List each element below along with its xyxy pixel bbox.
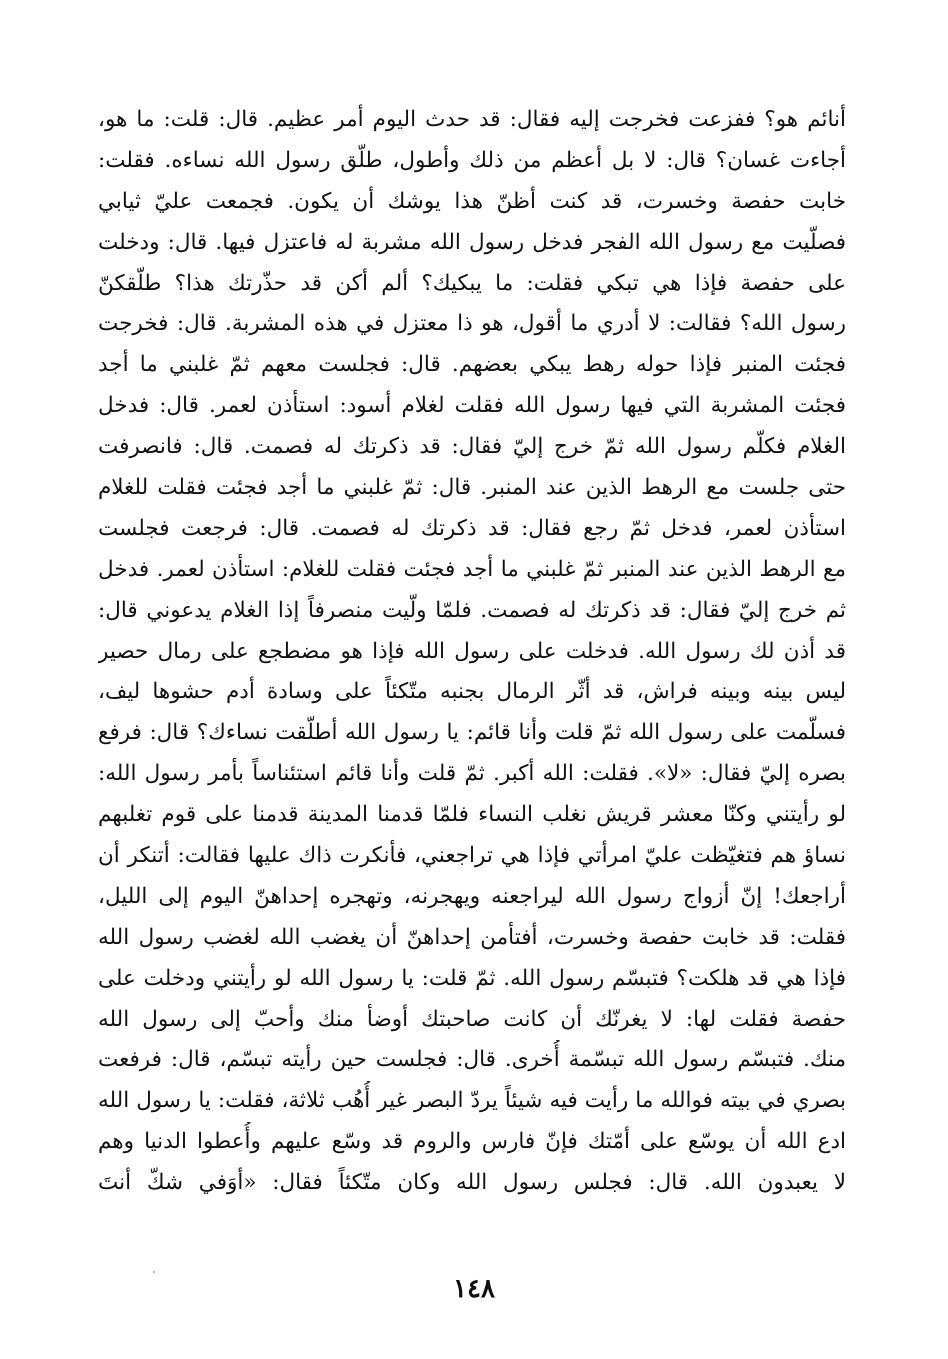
text-line: منك. فتبسّم رسول الله تبسّمة أُخرى. قال: فجلست حين رأيته تبسّم، قال: فرفعت [98,1047,846,1073]
text-line: الغلام فكلّم رسول الله ثمّ خرج إليّ فقال: قد ذكرتك له فصمت. قال: فانصرفت [98,434,846,460]
text-line: حتى جلست مع الرهط الذين عند المنبر. قال: ثمّ غلبني ما أجد فجئت فقلت للغلام [98,475,846,501]
text-line: فجئت المنبر فإذا حوله رهط يبكي بعضهم. قال: فجلست معهم ثمّ غلبني ما أجد [98,352,846,378]
text-line: أنائم هو؟ ففزعت فخرجت إليه فقال: قد حدث اليوم أمر عظيم. قال: قلت: ما هو، [98,107,846,132]
text-line: نساؤ هم فتغيّظت عليّ امرأتي فإذا هي تراجعني، فأنكرت ذاك عليها فقالت: أتنكر أن [98,843,846,869]
page-number: ١٤٨ [453,1274,495,1304]
scan-speck [153,1271,155,1273]
text-line: مع الرهط الذين عند المنبر ثمّ غلبني ما أجد فجئت فقلت للغلام: استأذن لعمر. فدخل [98,556,846,582]
text-line: قد أذن لك رسول الله. فدخلت على رسول الله فإذا هو مضطجع على رمال حصير [98,638,846,664]
text-line: أراجعك! إنّ أزواج رسول الله ليراجعنه ويهجرنه، وتهجره إحداهنّ اليوم إلى الليل، [98,883,846,909]
text-line: فقلت: قد خابت حفصة وخسرت، أفتأمن إحداهنّ أن يغضب الله لغضب رسول الله [98,924,846,950]
text-line: لا يعبدون الله. قال: فجلس رسول الله وكان متّكئاً فقال: «أوَفي شكّ أنتَ [98,1170,846,1196]
text-line: رسول الله؟ فقالت: لا أدري ما أقول، هو ذا معتزل في هذه المشربة. قال: فخرجت [98,311,846,337]
text-line: حفصة فقلت لها: لا يغرنّك أن كانت صاحبتك أوضأ منك وأحبّ إلى رسول الله [98,1006,846,1032]
text-line: بصري في بيته فوالله ما رأيت فيه شيئاً يردّ البصر غير أُهُب ثلاثة، فقلت: يا رسول الله [98,1088,846,1114]
text-line: لو رأيتني وكنّا معشر قريش نغلب النساء فلمّا قدمنا المدينة قدمنا على قوم تغلبهم [98,802,846,828]
text-line: بصره إليّ فقال: «لا». فقلت: الله أكبر. ثمّ قلت وأنا قائم استئناساً بأمر رسول الله: [98,761,846,787]
text-line: فسلّمت على رسول الله ثمّ قلت وأنا قائم: يا رسول الله أطلّقت نساءك؟ قال: فرفع [98,720,846,746]
text-line: ادع الله أن يوسّع على أمّتك فإنّ فارس والروم قد وسّع عليهم وأُعطوا الدنيا وهم [98,1129,846,1155]
text-line: ثم خرج إليّ فقال: قد ذكرتك له فصمت. فلمّا ولّيت منصرفاً إذا الغلام يدعوني قال: [98,597,846,623]
body-text [98,100,846,1204]
text-line: خابت حفصة وخسرت، قد كنت أظنّ هذا يوشك أن يكون. فجمعت عليّ ثيابي [98,188,846,214]
text-line: استأذن لعمر، فدخل ثمّ رجع فقال: قد ذكرتك له فصمت. قال: فرجعت فجلست [98,515,846,541]
text-line: أجاءت غسان؟ قال: لا بل أعظم من ذلك وأطول، طلّق رسول الله نساءه. فقلت: [98,147,846,173]
text-line: فإذا هي قد هلكت؟ فتبسّم رسول الله. ثمّ قلت: يا رسول الله لو رأيتني ودخلت على [98,965,846,991]
text-line: ليس بينه وبينه فراش، قد أثّر الرمال بجنبه متّكئاً على وسادة أدم حشوها ليف، [98,679,846,705]
text-line: فصلّيت مع رسول الله الفجر فدخل رسول الله مشربة له فاعتزل فيها. قال: ودخلت [98,229,846,255]
text-line: على حفصة فإذا هي تبكي فقلت: ما يبكيك؟ ألم أكن قد حذّرتك هذا؟ طلّقكنّ [98,270,846,296]
text-line: فجئت المشربة التي فيها رسول الله فقلت لغلام أسود: استأذن لعمر. قال: فدخل [98,393,846,419]
